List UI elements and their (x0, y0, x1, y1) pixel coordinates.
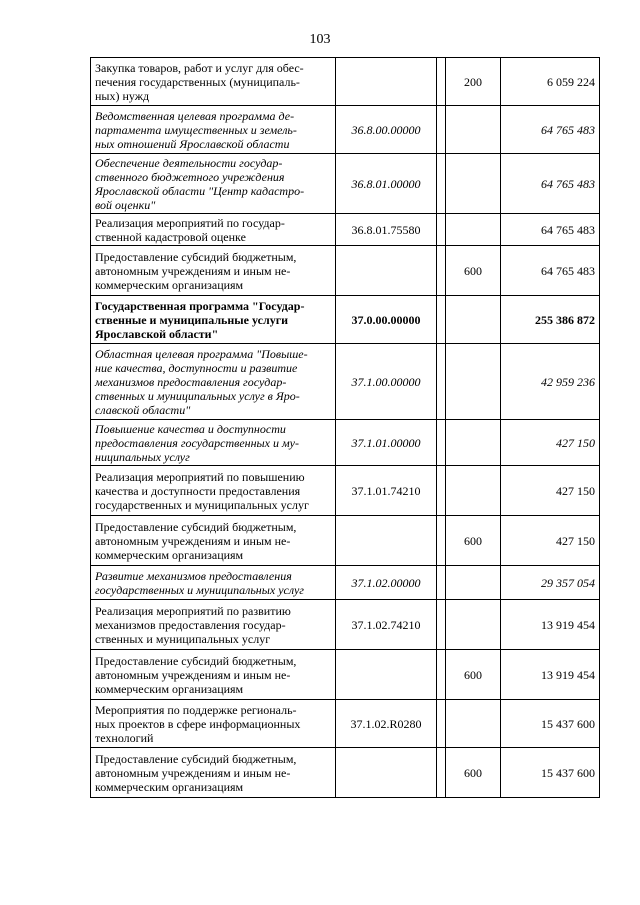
row-expense-type (446, 420, 501, 466)
row-expense-type (446, 106, 501, 154)
row-empty-cell (437, 748, 446, 798)
budget-table-body (91, 58, 600, 798)
row-expense-type (446, 600, 501, 650)
row-amount: 29 357 054 (501, 566, 600, 600)
row-amount: 64 765 483 (501, 214, 600, 246)
row-amount: 427 150 (501, 466, 600, 516)
table-row (91, 296, 600, 344)
row-empty-cell (437, 214, 446, 246)
row-empty-cell (437, 106, 446, 154)
row-amount: 15 437 600 (501, 700, 600, 748)
row-amount: 13 919 454 (501, 650, 600, 700)
row-empty-cell (437, 344, 446, 420)
row-code (336, 516, 437, 566)
row-empty-cell (437, 600, 446, 650)
row-code: 37.1.00.00000 (336, 344, 437, 420)
row-name: Реализация мероприятий по повышению качества и доступности предоставления государственных и муниципальных услуг (91, 466, 336, 516)
row-empty-cell (437, 566, 446, 600)
row-expense-type (446, 700, 501, 748)
row-empty-cell (437, 58, 446, 106)
row-amount: 427 150 (501, 516, 600, 566)
row-code (336, 246, 437, 296)
row-expense-type (446, 344, 501, 420)
row-code: 37.1.01.00000 (336, 420, 437, 466)
row-amount: 42 959 236 (501, 344, 600, 420)
row-amount: 6 059 224 (501, 58, 600, 106)
row-name: Предоставление субсидий бюджетным, автономным учреждениям и иным не- коммерческим организациям (91, 516, 336, 566)
row-amount: 427 150 (501, 420, 600, 466)
row-empty-cell (437, 246, 446, 296)
row-name: Обеспечение деятельности государ- ственного бюджетного учреждения Ярославской области "Центр кадастро- вой оценки" (91, 154, 336, 214)
row-code: 37.1.02.00000 (336, 566, 437, 600)
row-empty-cell (437, 516, 446, 566)
row-expense-type: 600 (446, 516, 501, 566)
row-empty-cell (437, 650, 446, 700)
row-code: 36.8.01.00000 (336, 154, 437, 214)
table-row (91, 700, 600, 748)
table-row (91, 516, 600, 566)
table-row (91, 566, 600, 600)
page-number: 103 (309, 32, 331, 47)
row-empty-cell (437, 420, 446, 466)
row-expense-type (446, 214, 501, 246)
row-code: 37.1.02.R0280 (336, 700, 437, 748)
table-row (91, 214, 600, 246)
row-expense-type (446, 296, 501, 344)
budget-table (90, 57, 600, 798)
row-name: Закупка товаров, работ и услуг для обес- печения государственных (муниципаль- ных) нужд (91, 58, 336, 106)
table-row (91, 600, 600, 650)
row-code (336, 58, 437, 106)
table-row (91, 420, 600, 466)
row-name: Предоставление субсидий бюджетным, автономным учреждениям и иным не- коммерческим организациям (91, 246, 336, 296)
row-amount: 13 919 454 (501, 600, 600, 650)
row-name: Реализация мероприятий по развитию механизмов предоставления государ- ственных и муниципальных услуг (91, 600, 336, 650)
row-expense-type (446, 466, 501, 516)
row-name: Предоставление субсидий бюджетным, автономным учреждениям и иным не- коммерческим организациям (91, 748, 336, 798)
row-name: Областная целевая программа "Повыше- ние качества, доступности и развитие механизмов предоставления государ- ственных и муниципальных услуг в Яро- славской области" (91, 344, 336, 420)
row-empty-cell (437, 154, 446, 214)
row-empty-cell (437, 466, 446, 516)
row-expense-type: 600 (446, 748, 501, 798)
row-empty-cell (437, 296, 446, 344)
row-name: Мероприятия по поддержке региональ- ных проектов в сфере информационных технологий (91, 700, 336, 748)
row-code: 36.8.00.00000 (336, 106, 437, 154)
row-name: Государственная программа "Государ- ственные и муниципальные услуги Ярославской области" (91, 296, 336, 344)
table-row (91, 466, 600, 516)
table-row (91, 246, 600, 296)
row-name: Предоставление субсидий бюджетным, автономным учреждениям и иным не- коммерческим организациям (91, 650, 336, 700)
table-row (91, 344, 600, 420)
table-row (91, 748, 600, 798)
table-row (91, 650, 600, 700)
row-expense-type (446, 566, 501, 600)
row-code (336, 748, 437, 798)
row-expense-type: 200 (446, 58, 501, 106)
row-name: Ведомственная целевая программа де- партамента имущественных и земель- ных отношений Ярославской области (91, 106, 336, 154)
row-name: Реализация мероприятий по государ- ственной кадастровой оценке (91, 214, 336, 246)
row-name: Повышение качества и доступности предоставления государственных и му- ниципальных услуг (91, 420, 336, 466)
row-code (336, 650, 437, 700)
row-name: Развитие механизмов предоставления государственных и муниципальных услуг (91, 566, 336, 600)
table-row (91, 154, 600, 214)
row-expense-type (446, 154, 501, 214)
row-expense-type: 600 (446, 246, 501, 296)
row-expense-type: 600 (446, 650, 501, 700)
table-row (91, 58, 600, 106)
row-code: 36.8.01.75580 (336, 214, 437, 246)
row-amount: 255 386 872 (501, 296, 600, 344)
row-amount: 64 765 483 (501, 106, 600, 154)
row-amount: 64 765 483 (501, 154, 600, 214)
row-code: 37.1.01.74210 (336, 466, 437, 516)
table-row (91, 106, 600, 154)
row-code: 37.1.02.74210 (336, 600, 437, 650)
row-code: 37.0.00.00000 (336, 296, 437, 344)
row-amount: 64 765 483 (501, 246, 600, 296)
row-empty-cell (437, 700, 446, 748)
row-amount: 15 437 600 (501, 748, 600, 798)
